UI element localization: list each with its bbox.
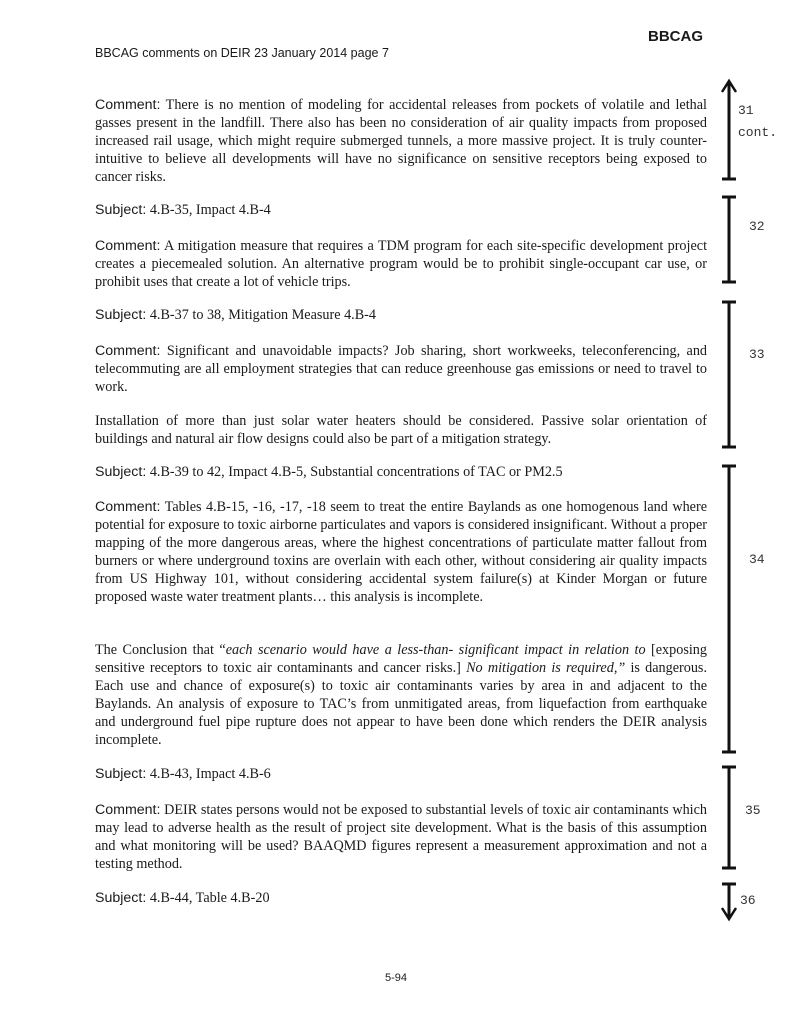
marker-35-bracket xyxy=(720,765,738,871)
comment-text: A mitigation measure that requires a TDM program for each site-specific development project creates a piecemealed solution. An alternative program would be to prohibit single-occupant car use, or prohibit uses that create a lot of vehicle trips. xyxy=(95,238,708,290)
comment-34 xyxy=(95,498,707,606)
subject-33 xyxy=(95,306,376,324)
marker-35-number: 35 xyxy=(745,803,761,818)
conclusion-34 xyxy=(95,641,707,749)
marker-32-number: 32 xyxy=(749,219,765,234)
arrow-down-icon xyxy=(720,882,738,922)
arrow-up-icon xyxy=(720,78,738,182)
comment-33 xyxy=(95,342,707,396)
bracket-icon xyxy=(720,195,738,285)
subject-text: 4.B-37 to 38, Mitigation Measure 4.B-4 xyxy=(149,307,377,323)
comment-label: Comment: xyxy=(95,97,161,113)
marker-31-bracket xyxy=(720,78,738,182)
brand-header: BBCAG xyxy=(648,28,703,45)
comment-label: Comment: xyxy=(95,238,161,254)
marker-36-number: 36 xyxy=(740,893,756,908)
conclusion-bracket: [exposing sensitive receptors to toxic air contaminants and cancer risks.] xyxy=(95,642,707,676)
conclusion-quote-1: each scenario would have a less-than- significant impact in relation to xyxy=(225,642,646,658)
subject-label: Subject: xyxy=(95,307,147,323)
subject-text: 4.B-39 to 42, Impact 4.B-5, Substantial concentrations of TAC or PM2.5 xyxy=(149,464,563,480)
marker-31-note: cont. xyxy=(738,125,778,140)
bracket-icon xyxy=(720,464,738,755)
subject-34 xyxy=(95,463,563,481)
marker-33-number: 33 xyxy=(749,347,765,362)
comment-text: There is no mention of modeling for accidental releases from pockets of volatile and lethal gasses present in the landfill. There also has been no consideration of air quality impacts from proposed increased rail usage, which might require submerged tunnels, a more massive project. It is truly counter-intuitive to believe all developments will have no significance on sensitive receptors being exposed to cancer risks. xyxy=(95,97,708,185)
page-number: 5-94 xyxy=(385,972,408,984)
subject-text: 4.B-43, Impact 4.B-6 xyxy=(149,766,271,782)
subject-label: Subject: xyxy=(95,202,147,218)
subject-label: Subject: xyxy=(95,766,147,782)
marker-32-bracket xyxy=(720,195,738,285)
subject-text: 4.B-44, Table 4.B-20 xyxy=(149,890,270,906)
marker-31-number: 31 xyxy=(738,103,754,118)
comment-label: Comment: xyxy=(95,499,161,515)
conclusion-quote-2: No mitigation is required,” xyxy=(466,660,626,676)
marker-36-bracket xyxy=(720,882,738,922)
bracket-icon xyxy=(720,765,738,871)
subject-32 xyxy=(95,201,271,219)
subject-35 xyxy=(95,765,271,783)
paragraph-33-extra: Installation of more than just solar water heaters should be considered. Passive solar orientation of buildings and natural air flow designs could also be part of a mitigation strategy. xyxy=(95,413,707,447)
comment-text: Tables 4.B-15, -16, -17, -18 seem to treat the entire Baylands as one homogenous land where potential for exposure to toxic airborne particulates and vapors is considered insignificant. Without a proper mapping of the more dangerous areas, where the highest concentrations of particulate matter fallout from burners or where underground toxins are overlain with each other, without considering air quality impacts from US Highway 101, without considering accidental system failure(s) at Kinder Morgan or future proposed waste water treatment plants… this analysis is incomplete. xyxy=(95,499,708,605)
comment-label: Comment: xyxy=(95,343,161,359)
subject-text: 4.B-35, Impact 4.B-4 xyxy=(149,202,271,218)
comment-label: Comment: xyxy=(95,802,161,818)
running-head: BBCAG comments on DEIR 23 January 2014 page 7 xyxy=(95,46,389,60)
subject-label: Subject: xyxy=(95,890,147,906)
bracket-icon xyxy=(720,300,738,450)
marker-34-bracket xyxy=(720,464,738,755)
subject-label: Subject: xyxy=(95,464,147,480)
comment-32 xyxy=(95,237,707,291)
comment-31 xyxy=(95,96,707,186)
conclusion-prefix: The Conclusion that “ xyxy=(95,642,226,658)
comment-text: Significant and unavoidable impacts? Job sharing, short workweeks, teleconferencing, and telecommuting are all employment strategies that can reduce greenhouse gas emissions or need to travel to work. xyxy=(95,343,708,395)
marker-34-number: 34 xyxy=(749,552,765,567)
marker-33-bracket xyxy=(720,300,738,450)
conclusion-rest: is dangerous. Each use and chance of exposure(s) to toxic air contaminants varies by area in and adjacent to the Baylands. An analysis of exposure to TAC’s from unmitigated areas, from liquefaction from earthquake and underground fuel pipe rupture does not appear to have been done which renders the DEIR analysis incomplete. xyxy=(95,660,707,748)
comment-35 xyxy=(95,801,707,873)
comment-text: DEIR states persons would not be exposed to substantial levels of toxic air contaminants which may lead to adverse health as the result of project site development. What is the basis of this assumption and what monitoring will be used? BAAQMD figures represent a measurement approximation and not a testing method. xyxy=(95,802,707,872)
subject-36 xyxy=(95,889,270,907)
